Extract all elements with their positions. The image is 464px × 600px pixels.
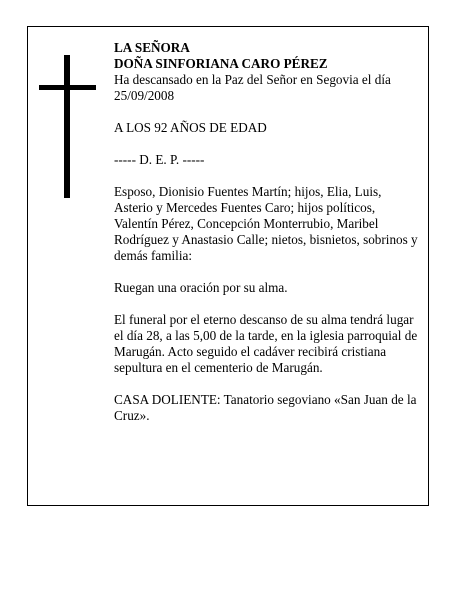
funeral-paragraph: El funeral por el eterno descanso de su alma tendrá lugar el día 28, a las 5,00 de la tarde, en la iglesia parroquial de Marugán. Acto seguido el cadáver recibirá cristiana sepultura en el cementerio de Marugán.: [114, 312, 418, 375]
cross-arm: [39, 85, 96, 90]
title-line1: LA SEÑORA: [114, 40, 190, 55]
obituary-text: [114, 40, 422, 424]
casa-doliente: CASA DOLIENTE: Tanatorio segoviano «San Juan de la Cruz».: [114, 392, 417, 423]
age-line: A LOS 92 AÑOS DE EDAD: [114, 120, 267, 135]
family-paragraph: Esposo, Dionisio Fuentes Martín; hijos, Elia, Luis, Asterio y Mercedes Fuentes Caro; hijos políticos, Valentín Pérez, Concepción Monterrubio, Maribel Rodríguez y Anastasio Calle; nietos, bisnietos, sobrinos y demás familia:: [114, 184, 418, 263]
cross-icon: [64, 55, 70, 198]
prayer-line: Ruegan una oración por su alma.: [114, 280, 288, 295]
rip-line: ----- D. E. P. -----: [114, 152, 205, 167]
death-info: Ha descansado en la Paz del Señor en Segovia el día 25/09/2008: [114, 72, 391, 103]
deceased-name: DOÑA SINFORIANA CARO PÉREZ: [114, 56, 328, 71]
